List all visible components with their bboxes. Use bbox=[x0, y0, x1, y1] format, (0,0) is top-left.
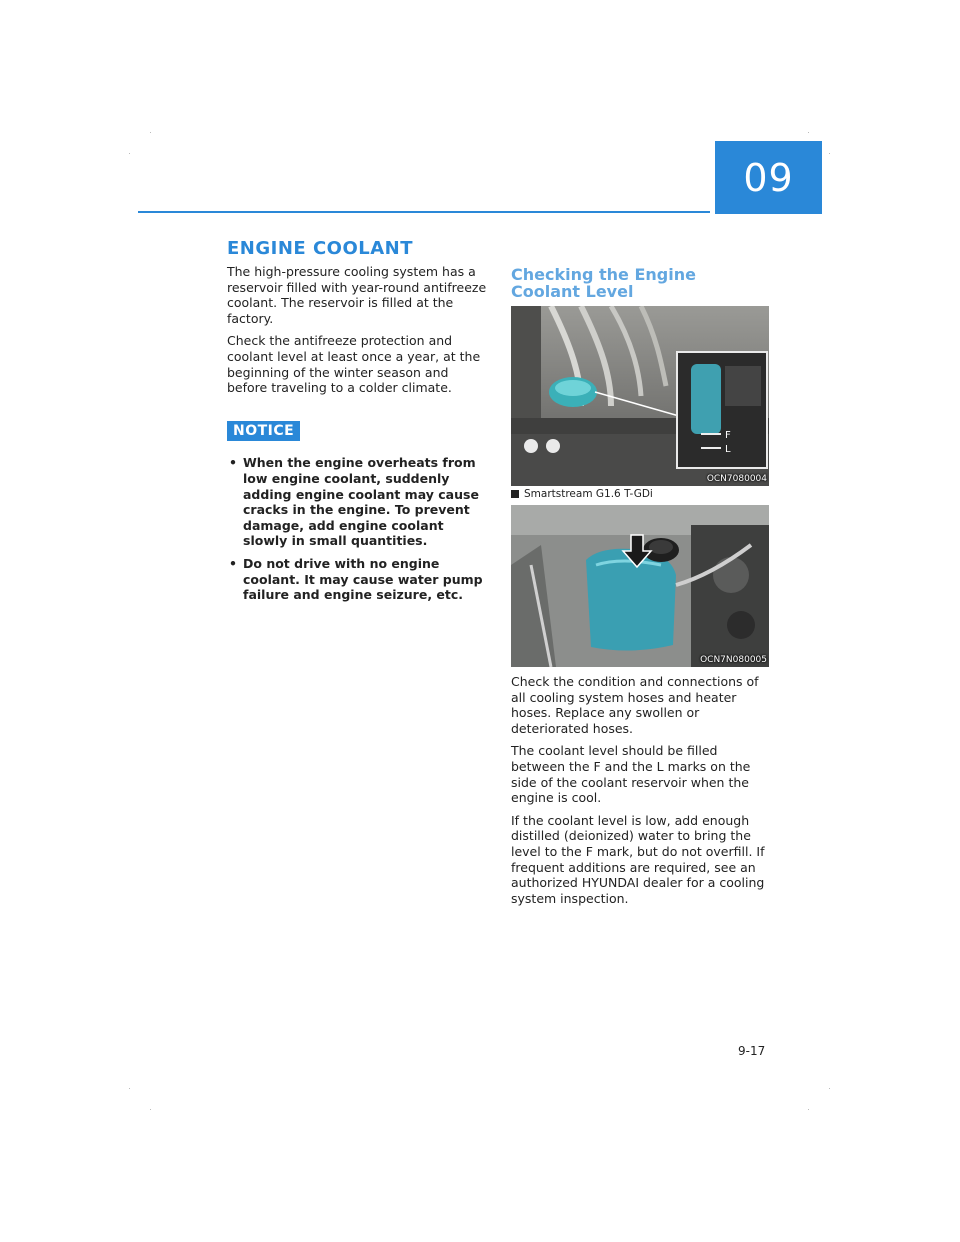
image-code: OCN7080004 bbox=[706, 474, 767, 484]
section-title: ENGINE COOLANT bbox=[227, 238, 414, 259]
intro-paragraph: The high-pressure cooling system has a reservoir filled with year-round antifreeze coolant. The reservoir is filled at the factory. bbox=[227, 264, 487, 326]
crop-mark bbox=[129, 153, 130, 154]
engine-bay-illustration bbox=[511, 306, 769, 486]
coolant-reservoir-illustration bbox=[511, 505, 769, 667]
crop-mark bbox=[829, 153, 830, 154]
crop-mark bbox=[150, 132, 151, 133]
notice-list bbox=[227, 455, 489, 602]
crop-mark bbox=[808, 1109, 809, 1110]
left-column bbox=[227, 264, 489, 610]
notice-label: NOTICE bbox=[227, 421, 300, 442]
header-rule bbox=[138, 211, 710, 213]
low-level-paragraph: If the coolant level is low, add enough distilled (deionized) water to bring the level to the F mark, but do not overfill. If frequent additions are required, see an authorized HYUNDAI dealer for a cooling system inspection. bbox=[511, 812, 765, 906]
bullet-icon: • bbox=[229, 455, 237, 471]
coolant-reservoir-photo bbox=[511, 505, 769, 667]
caption-text: Smartstream G1.6 T-GDi bbox=[524, 488, 653, 500]
crop-mark bbox=[150, 1109, 151, 1110]
f-mark: F bbox=[725, 430, 731, 441]
notice-item bbox=[227, 556, 489, 603]
chapter-number: 09 bbox=[743, 155, 794, 200]
bullet-icon: • bbox=[229, 555, 237, 571]
hoses-paragraph: Check the condition and connections of all cooling system hoses and heater hoses. Replace any swollen or deteriorated hoses. bbox=[511, 674, 759, 736]
check-paragraph: Check the antifreeze protection and coolant level at least once a year, at the beginning of the winter season and before traveling to a colder climate. bbox=[227, 333, 481, 396]
crop-mark bbox=[829, 1088, 830, 1089]
crop-mark bbox=[129, 1088, 130, 1089]
crop-mark bbox=[808, 132, 809, 133]
page-number: 9-17 bbox=[738, 1044, 766, 1058]
image-caption bbox=[511, 488, 653, 500]
notice-item bbox=[227, 455, 489, 549]
l-mark: L bbox=[725, 444, 731, 455]
square-bullet-icon bbox=[511, 490, 519, 498]
chapter-tab bbox=[715, 141, 822, 214]
subsection-heading: Checking the Engine Coolant Level bbox=[511, 265, 696, 301]
notice-item-text: When the engine overheats from low engine coolant, suddenly adding engine coolant may cause cracks in the engine. To prevent damage, add engine coolant slowly in small quantities. bbox=[243, 455, 479, 549]
engine-bay-photo bbox=[511, 306, 769, 486]
image-code: OCN7N080005 bbox=[700, 655, 767, 665]
level-paragraph: The coolant level should be filled between the F and the L marks on the side of the coolant reservoir when the engine is cool. bbox=[511, 743, 751, 806]
right-column bbox=[511, 674, 773, 913]
notice-item-text: Do not drive with no engine coolant. It may cause water pump failure and engine seizure, etc. bbox=[243, 555, 483, 603]
